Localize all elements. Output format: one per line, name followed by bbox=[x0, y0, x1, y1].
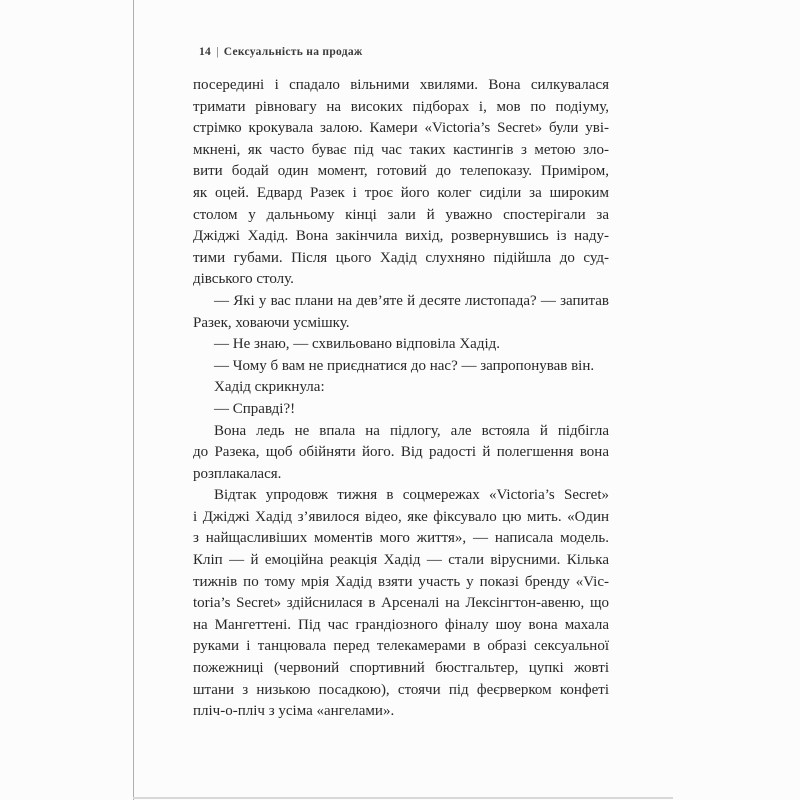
chapter-title: Сексуальність на продаж bbox=[223, 46, 363, 58]
text-line: Відтак упродовж тижня в соцмережах «Victoria’s Secret» bbox=[214, 487, 609, 504]
text-line: пожежниці (червоний спортивний бюстгальтер, цупкі жовті bbox=[193, 660, 609, 677]
text-line: стрімко крокувала залою. Камери «Victoria’s Secret» були уві- bbox=[193, 120, 609, 137]
text-line: до Разека, щоб обійняти його. Від радості й полегшення вона bbox=[193, 444, 609, 461]
text-line: дівського столу. bbox=[193, 271, 294, 288]
text-line: Вона ледь не впала на підлогу, але встояла й підбігла bbox=[214, 422, 609, 439]
text-line: як оцей. Едвард Разек і троє його колег сиділи за широким bbox=[193, 184, 609, 201]
page-number: 14 bbox=[199, 46, 212, 58]
text-line: toria’s Secret» здійснилася в Арсеналі на Лексінгтон-авеню, що bbox=[193, 595, 609, 612]
text-line: тримати рівновагу на високих підборах і, мов по подіуму, bbox=[193, 98, 609, 115]
text-line: і Джіджі Хадід з’явилося відео, яке фіксувало цю мить. «Один bbox=[193, 508, 609, 525]
text-line: розплакалася. bbox=[193, 465, 282, 482]
text-line: Хадід скрикнула: bbox=[214, 379, 325, 396]
header-separator: | bbox=[216, 46, 219, 58]
text-line: — Які у вас плани на дев’яте й десяте листопада? — запитав bbox=[214, 292, 609, 309]
left-margin-rule bbox=[133, 0, 134, 800]
text-line: посередині і спадало вільними хвилями. Вона силкувалася bbox=[193, 77, 609, 93]
text-line: руками і танцювала перед телекамерами в образі сексуальної bbox=[193, 638, 609, 655]
text-line: тижнів по тому мрія Хадід взяти участь у показі бренду «Vic- bbox=[193, 573, 609, 590]
text-line: — Справді?! bbox=[214, 400, 296, 417]
running-header bbox=[199, 46, 363, 58]
text-line: штани з низькою посадкою), стоячи під феєрверком конфеті bbox=[193, 681, 609, 698]
text-line: — Чому б вам не приєднатися до нас? — запропонував він. bbox=[214, 357, 595, 374]
text-line: столом у дальньому кінці зали й уважно спостерігали за bbox=[193, 206, 609, 223]
text-line: мкнені, як часто буває під час таких кастингів з метою зло- bbox=[193, 141, 609, 158]
body-text bbox=[193, 75, 609, 723]
text-line: тими губами. Після цього Хадід слухняно підійшла до суд- bbox=[193, 249, 609, 266]
text-line: Кліп — й емоційна реакція Хадід — стали вірусними. Кілька bbox=[193, 552, 609, 569]
text-line: пліч-о-пліч з усіма «ангелами». bbox=[193, 703, 395, 720]
text-line: — Не знаю, — схвильовано відповіла Хадід. bbox=[214, 336, 500, 353]
text-line: з найщасливіших моментів мого життя», — написала модель. bbox=[193, 530, 609, 547]
text-line: на Мангеттені. Під час грандіозного фіналу шоу вона махала bbox=[193, 616, 609, 633]
text-line: Разек, ховаючи усмішку. bbox=[193, 314, 350, 331]
text-line: Джіджі Хадід. Вона закінчила вихід, розвернувшись із наду- bbox=[193, 228, 609, 245]
text-line: вити бодай один момент, готовий до телепоказу. Приміром, bbox=[193, 163, 609, 180]
page-bottom-rule bbox=[133, 797, 673, 799]
